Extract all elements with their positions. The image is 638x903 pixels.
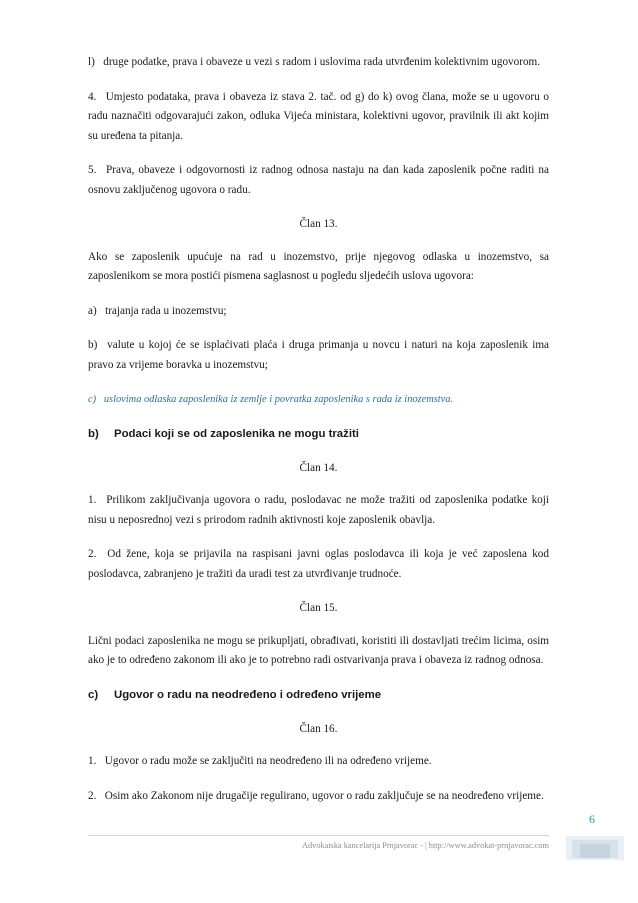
corner-decoration-icon — [566, 832, 624, 860]
list-item-b: b) valute u kojoj će se isplaćivati plaća i druga primanja u novcu i naturi na koja zaposlenik ima pravo za vrijeme boravka u inozemstvu; — [88, 339, 549, 371]
article-16-title: Član 16. — [299, 722, 338, 735]
page-body — [88, 53, 549, 821]
article-14-title: Član 14. — [299, 461, 338, 474]
paragraph-item-l: l) druge podatke, prava i obaveze u vezi s radom i uslovima rada utvrđenim kolektivnim ugovorom. — [88, 56, 541, 68]
footer-divider — [88, 835, 549, 836]
article-13-title: Član 13. — [299, 218, 338, 230]
section-heading-b-text: Podaci koji se od zaposlenika ne mogu tražiti — [114, 427, 359, 440]
section-heading-c-text: Ugovor o radu na neodređeno i određeno vrijeme — [114, 688, 382, 701]
section-heading-b — [88, 425, 549, 444]
section-heading-b-marker: b) — [88, 427, 99, 440]
footer-text: Advokatska kancelarija Prnjavorac - | http://www.advokat-prnjavorac.com — [302, 841, 549, 850]
article-16-para-1: 1. Ugovor o radu može se zaključiti na neodređeno ili na određeno vrijeme. — [88, 755, 432, 767]
list-item-a: a) trajanja rada u inozemstvu; — [88, 304, 227, 317]
paragraph-4: 4. Umjesto podataka, prava i obaveza iz stava 2. tač. od g) do k) ovog člana, može se u ugovoru o radu naznačiti odgovarajući zakon, odluka Vijeća ministara, kolektivni ugovor, pravilnik ili akt kojim su uređena ta pitanja. — [88, 90, 549, 142]
list-item-c: c) uslovima odlaska zaposlenika iz zemlje i povratka zaposlenika s rada iz inozemstva. — [88, 394, 454, 405]
page-number: 6 — [589, 812, 595, 826]
article-15-title: Član 15. — [299, 602, 338, 614]
article-15-text: Lični podaci zaposlenika ne mogu se prikupljati, obrađivati, koristiti ili dostavljati trećim licima, osim ako je to određeno zakonom ili ako je to potrebno radi ostvarivanja prava i obaveza iz radnog odnosa. — [88, 634, 549, 666]
article-14-para-2: 2. Od žene, koja se prijavila na raspisani javni oglas poslodavca ili koja je već zaposlena kod poslodavca, zabranjeno je tražiti da uradi test za utvrđivanje trudnoće. — [88, 548, 549, 580]
section-heading-c-marker: c) — [88, 688, 99, 701]
article-13-text: Ako se zaposlenik upućuje na rad u inozemstvo, prije njegovog odlaska u inozemstvo, sa zaposlenikom se mora postići pismena saglasnost u pogledu sljedećih uslova ugovora: — [88, 250, 549, 282]
article-14-para-1: 1. Prilikom zaključivanja ugovora o radu, poslodavac ne može tražiti od zaposlenika podatke koji nisu u neposrednoj vezi s prirodom radnih aktivnosti koje zaposlenik obavlja. — [88, 494, 549, 526]
article-16-para-2: 2. Osim ako Zakonom nije drugačije regulirano, ugovor o radu zaključuje se na neodređeno vrijeme. — [88, 789, 544, 802]
section-heading-c — [88, 686, 549, 705]
paragraph-5: 5. Prava, obaveze i odgovornosti iz radnog odnosa nastaju na dan kada zaposlenik počne raditi na osnovu zaključenog ugovora o radu. — [88, 164, 549, 196]
